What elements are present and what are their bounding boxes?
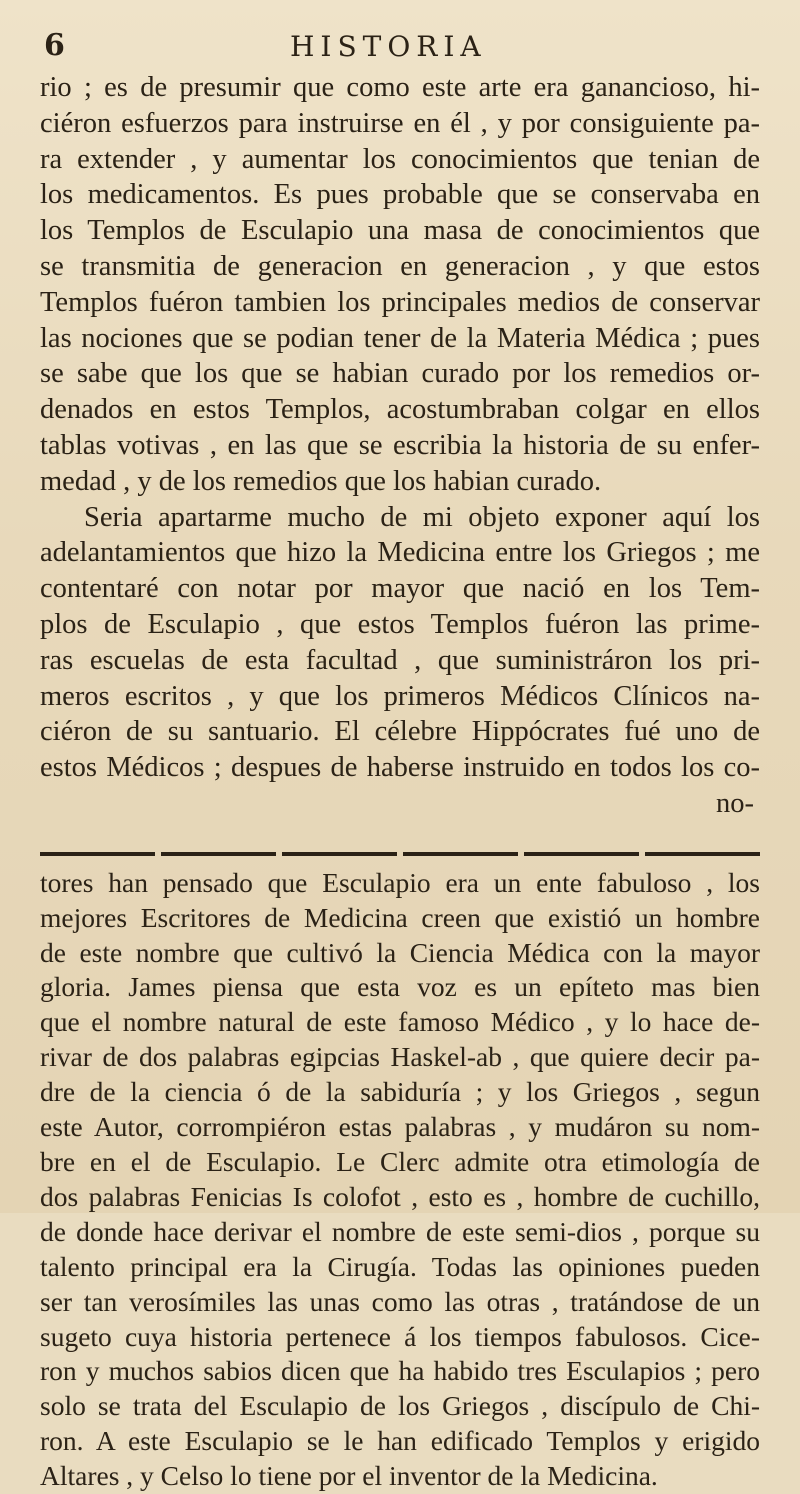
page-header bbox=[40, 22, 760, 70]
text-line: ciéron esfuerzos para instruirse en él , y por consiguiente pa- bbox=[40, 107, 760, 139]
text-line: mejores Escritores de Medicina creen que existió un hombre bbox=[40, 901, 760, 933]
text-line: Altares , y Celso lo tiene por el inventor de la Medicina. bbox=[40, 1460, 658, 1492]
divider-segment bbox=[524, 852, 639, 856]
text-line: Seria apartarme mucho de mi objeto exponer aquí los bbox=[84, 501, 760, 533]
text-line: bre en el de Esculapio. Le Clerc admite otra etimología de bbox=[40, 1145, 760, 1177]
text-line: dre de la ciencia ó de la sabiduría ; y los Griegos , segun bbox=[40, 1076, 760, 1108]
footnote-divider bbox=[40, 852, 760, 856]
text-line: ra extender , y aumentar los conocimientos que tenian de bbox=[40, 143, 760, 175]
text-line: gloria. James piensa que esta voz es un epíteto mas bien bbox=[40, 971, 760, 1003]
text-line: tablas votivas , en las que se escribia la historia de su enfer- bbox=[40, 429, 760, 461]
text-line: estos Médicos ; despues de haberse instruido en todos los co- bbox=[40, 752, 760, 784]
divider-segment bbox=[282, 852, 397, 856]
divider-segment bbox=[403, 852, 518, 856]
text-line: dos palabras Fenicias Is colofot , esto es , hombre de cuchillo, bbox=[40, 1180, 760, 1212]
divider-segment bbox=[645, 852, 760, 856]
footnote-text bbox=[40, 866, 760, 1494]
text-line: ciéron de su santuario. El célebre Hippócrates fué uno de bbox=[40, 716, 760, 748]
text-line: meros escritos , y que los primeros Médicos Clínicos na- bbox=[40, 680, 760, 712]
text-line: tores han pensado que Esculapio era un ente fabuloso , los bbox=[40, 866, 760, 898]
text-line: los medicamentos. Es pues probable que se conservaba en bbox=[40, 179, 760, 211]
text-line: ron y muchos sabios dicen que ha habido tres Esculapios ; pero bbox=[40, 1355, 760, 1387]
text-line: Templos fuéron tambien los principales medios de conservar bbox=[40, 286, 760, 318]
text-line: contentaré con notar por mayor que nació en los Tem- bbox=[40, 573, 760, 605]
text-line: sugeto cuya historia pertenece á los tiempos fabulosos. Cice- bbox=[40, 1320, 760, 1352]
text-line: rio ; es de presumir que como este arte era ganancioso, hi- bbox=[40, 72, 760, 103]
running-title: HISTORIA bbox=[290, 30, 487, 63]
text-line: plos de Esculapio , que estos Templos fuéron las prime- bbox=[40, 608, 760, 640]
text-line: las nociones que se podian tener de la Materia Médica ; pues bbox=[40, 322, 760, 354]
text-line: medad , y de los remedios que los habian curado. bbox=[40, 465, 602, 497]
text-line: se sabe que los que se habian curado por los remedios or- bbox=[40, 358, 760, 390]
page-number: 6 bbox=[44, 28, 65, 63]
main-text bbox=[40, 70, 760, 786]
catchword: no- bbox=[716, 787, 754, 819]
text-line: que el nombre natural de este famoso Médico , y lo hace de- bbox=[40, 1006, 760, 1038]
text-line: ras escuelas de esta facultad , que suministráron los pri- bbox=[40, 644, 760, 676]
text-line: ron. A este Esculapio se le han edificado Templos y erigido bbox=[40, 1425, 760, 1457]
text-line: de donde hace derivar el nombre de este semi-dios , porque su bbox=[40, 1215, 760, 1247]
text-line: de este nombre que cultivó la Ciencia Médica con la mayor bbox=[40, 936, 760, 968]
divider-segment bbox=[161, 852, 276, 856]
text-line: talento principal era la Cirugía. Todas las opiniones pueden bbox=[40, 1250, 760, 1282]
text-line: los Templos de Esculapio una masa de conocimientos que bbox=[40, 215, 760, 247]
divider-segment bbox=[40, 852, 155, 856]
text-line: ser tan verosímiles las unas como las otras , tratándose de un bbox=[40, 1285, 760, 1317]
text-line: este Autor, corrompiéron estas palabras , y mudáron su nom- bbox=[40, 1111, 760, 1143]
text-line: denados en estos Templos, acostumbraban colgar en ellos bbox=[40, 394, 760, 426]
text-line: se transmitia de generacion en generacion , y que estos bbox=[40, 250, 760, 282]
text-line: solo se trata del Esculapio de los Griegos , discípulo de Chi- bbox=[40, 1390, 760, 1422]
text-line: rivar de dos palabras egipcias Haskel-ab , que quiere decir pa- bbox=[40, 1041, 760, 1073]
text-line: adelantamientos que hizo la Medicina entre los Griegos ; me bbox=[40, 537, 760, 569]
